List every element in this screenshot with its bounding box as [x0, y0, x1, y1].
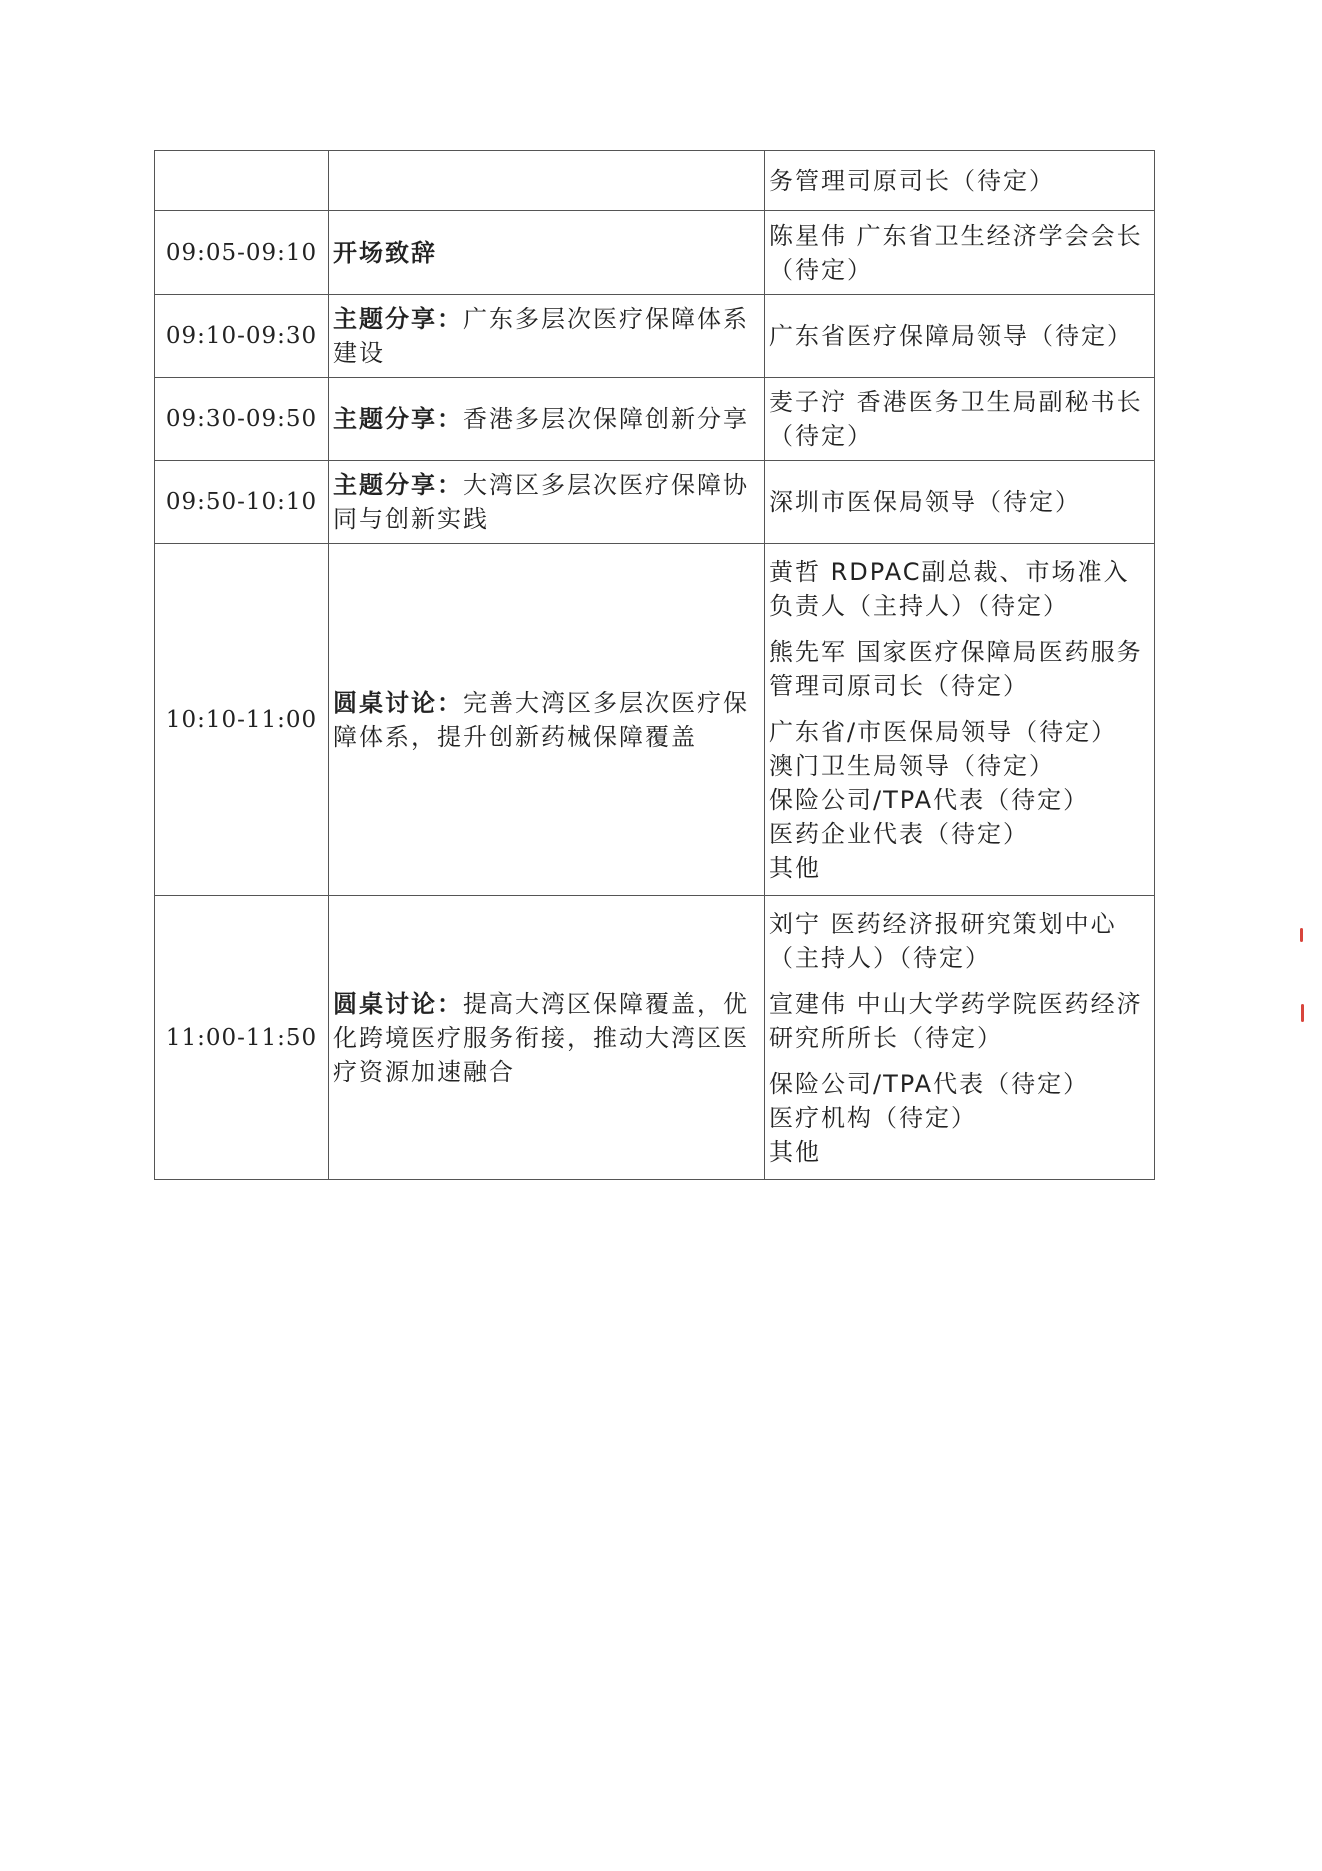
speaker-entry: 医疗机构（待定）	[769, 1103, 977, 1132]
speaker-entry: 黄哲 RDPAC副总裁、市场准入负责人（主持人）（待定）	[769, 557, 1130, 620]
time-slot	[155, 151, 329, 211]
speaker-entry: 熊先军 国家医疗保障局医药服务管理司原司长（待定）	[769, 637, 1143, 700]
session-topic	[329, 151, 765, 211]
session-topic	[329, 378, 765, 461]
session-title: 大湾区多层次医疗保障协同与创新实践	[333, 471, 749, 533]
speaker-group	[769, 555, 1150, 623]
speakers-cell	[765, 378, 1155, 461]
speaker-entry: 麦子泞 香港医务卫生局副秘书长（待定）	[769, 388, 1143, 450]
speaker-entry: 保险公司/TPA代表（待定）	[769, 1069, 1090, 1098]
red-ink-mark	[1300, 928, 1303, 942]
speaker-entry: 陈星伟 广东省卫生经济学会会长（待定）	[769, 221, 1143, 284]
speaker-entry: 其他	[769, 853, 821, 882]
speaker-entry: 其他	[769, 1137, 821, 1166]
session-topic	[329, 896, 765, 1180]
speaker-group	[769, 385, 1150, 453]
session-topic	[329, 544, 765, 896]
agenda-row	[155, 151, 1155, 211]
speaker-group	[769, 219, 1150, 287]
agenda-row	[155, 211, 1155, 295]
speaker-entry: 务管理司原司长（待定）	[769, 166, 1055, 195]
session-type-label: 圆桌讨论：	[333, 688, 463, 717]
speakers-cell	[765, 461, 1155, 544]
session-type-label: 圆桌讨论：	[333, 989, 463, 1018]
speaker-entry: 宣建伟 中山大学药学院医药经济研究所所长（待定）	[769, 989, 1143, 1052]
agenda-body	[155, 151, 1155, 1180]
agenda-row	[155, 378, 1155, 461]
time-slot: 09:30-09:50	[155, 378, 329, 461]
agenda-row	[155, 544, 1155, 896]
time-slot: 10:10-11:00	[155, 544, 329, 896]
agenda-row	[155, 295, 1155, 378]
speakers-cell	[765, 211, 1155, 295]
session-title: 完善大湾区多层次医疗保障体系，提升创新药械保障覆盖	[333, 688, 749, 751]
session-topic	[329, 461, 765, 544]
session-type-label: 主题分享：	[333, 305, 463, 333]
session-topic	[329, 211, 765, 295]
speaker-group	[769, 715, 1150, 885]
time-slot: 11:00-11:50	[155, 896, 329, 1180]
session-type-label: 开场致辞	[333, 238, 437, 267]
speaker-entry: 医药企业代表（待定）	[769, 819, 1029, 848]
speaker-entry: 广东省医疗保障局领导（待定）	[769, 322, 1133, 350]
time-slot: 09:10-09:30	[155, 295, 329, 378]
speaker-group	[769, 987, 1150, 1055]
speakers-cell	[765, 544, 1155, 896]
speakers-cell	[765, 896, 1155, 1180]
red-ink-mark	[1301, 1004, 1304, 1022]
speaker-group	[769, 319, 1150, 353]
speakers-cell	[765, 151, 1155, 211]
session-type-label: 主题分享：	[333, 471, 463, 499]
speakers-cell	[765, 295, 1155, 378]
speaker-group	[769, 907, 1150, 975]
speaker-group	[769, 1067, 1150, 1169]
speaker-entry: 保险公司/TPA代表（待定）	[769, 785, 1090, 814]
session-title: 提高大湾区保障覆盖，优化跨境医疗服务衔接，推动大湾区医疗资源加速融合	[333, 989, 749, 1086]
speaker-entry: 澳门卫生局领导（待定）	[769, 751, 1055, 780]
speaker-entry: 广东省/市医保局领导（待定）	[769, 717, 1118, 746]
speaker-group	[769, 635, 1150, 703]
speaker-entry: 深圳市医保局领导（待定）	[769, 488, 1081, 516]
speaker-group	[769, 485, 1150, 519]
agenda-row	[155, 896, 1155, 1180]
speaker-group	[769, 164, 1150, 198]
time-slot: 09:05-09:10	[155, 211, 329, 295]
session-title: 广东多层次医疗保障体系建设	[333, 305, 749, 367]
speaker-entry: 刘宁 医药经济报研究策划中心（主持人）（待定）	[769, 909, 1117, 972]
agenda-row	[155, 461, 1155, 544]
session-title: 香港多层次保障创新分享	[463, 405, 749, 433]
session-topic	[329, 295, 765, 378]
time-slot: 09:50-10:10	[155, 461, 329, 544]
agenda-table	[154, 150, 1155, 1180]
session-type-label: 主题分享：	[333, 405, 463, 433]
